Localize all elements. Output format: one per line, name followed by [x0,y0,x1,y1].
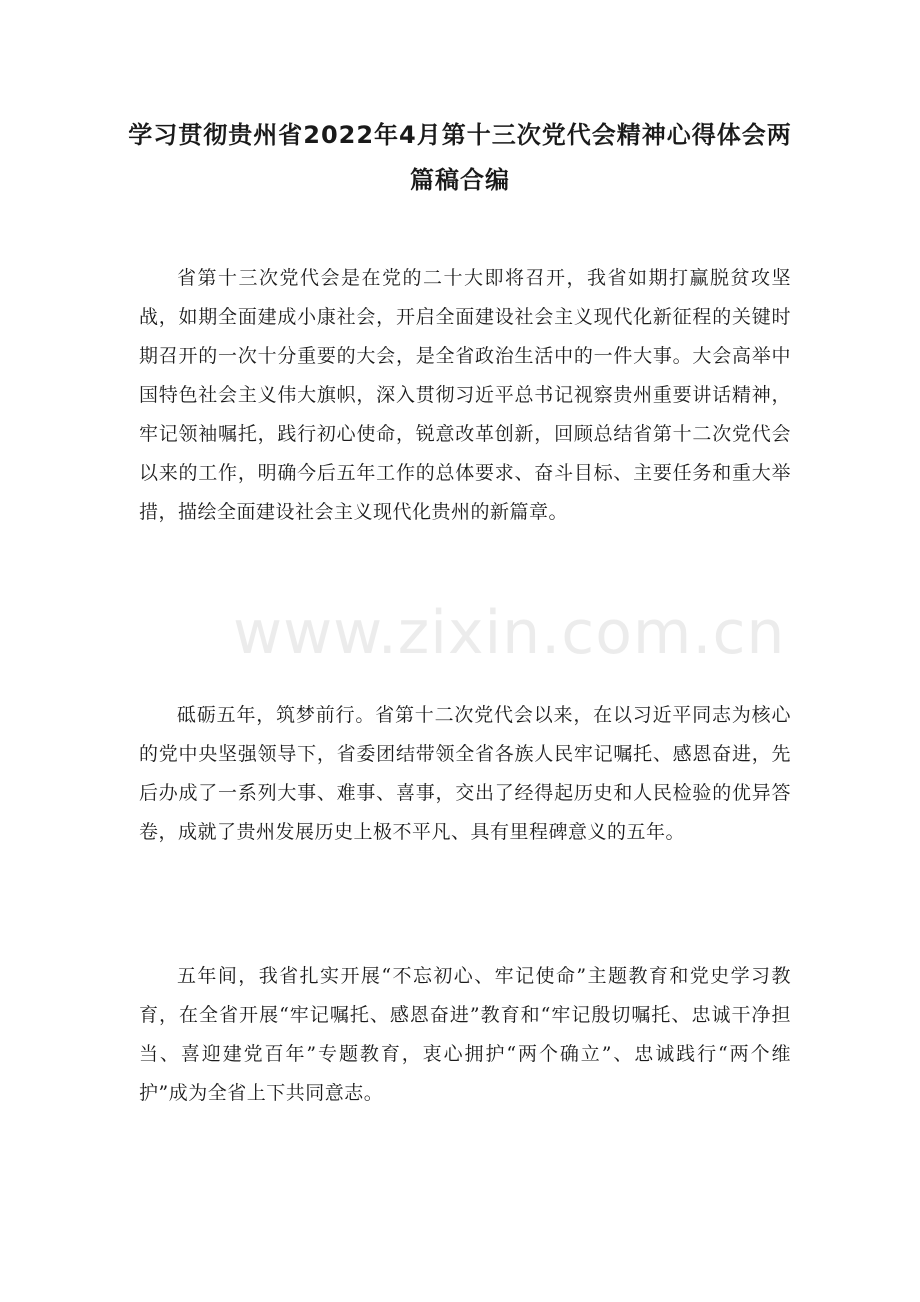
document-title: 学习贯彻贵州省2022年4月第十三次党代会精神心得体会两篇稿合编 [128,121,792,194]
paragraph-3: 五年间，我省扎实开展“不忘初心、牢记使命”主题教育和党史学习教育，在全省开展“牢记嘱托、感恩奋进”教育和“牢记殷切嘱托、忠诚干净担当、喜迎建党百年”专题教育，衷心拥护“两个确立”、忠诚践行“两个维护”成为全省上下共同意志。 [139,965,791,1104]
watermark: www.zixin.com.cn [233,598,786,668]
paragraph-2: 砥砺五年，筑梦前行。省第十二次党代会以来，在以习近平同志为核心的党中央坚强领导下，省委团结带领全省各族人民牢记嘱托、感恩奋进，先后办成了一系列大事、难事、喜事，交出了经得起历史和人民检验的优异答卷，成就了贵州发展历史上极不平凡、具有里程碑意义的五年。 [139,704,791,843]
paragraph-1: 省第十三次党代会是在党的二十大即将召开，我省如期打赢脱贫攻坚战，如期全面建成小康社会，开启全面建设社会主义现代化新征程的关键时期召开的一次十分重要的大会，是全省政治生活中的一件大事。大会高举中国特色社会主义伟大旗帜，深入贯彻习近平总书记视察贵州重要讲话精神，牢记领袖嘱托，践行初心使命，锐意改革创新，回顾总结省第十二次党代会以来的工作，明确今后五年工作的总体要求、奋斗目标、主要任务和重大举措，描绘全面建设社会主义现代化贵州的新篇章。 [139,267,791,523]
